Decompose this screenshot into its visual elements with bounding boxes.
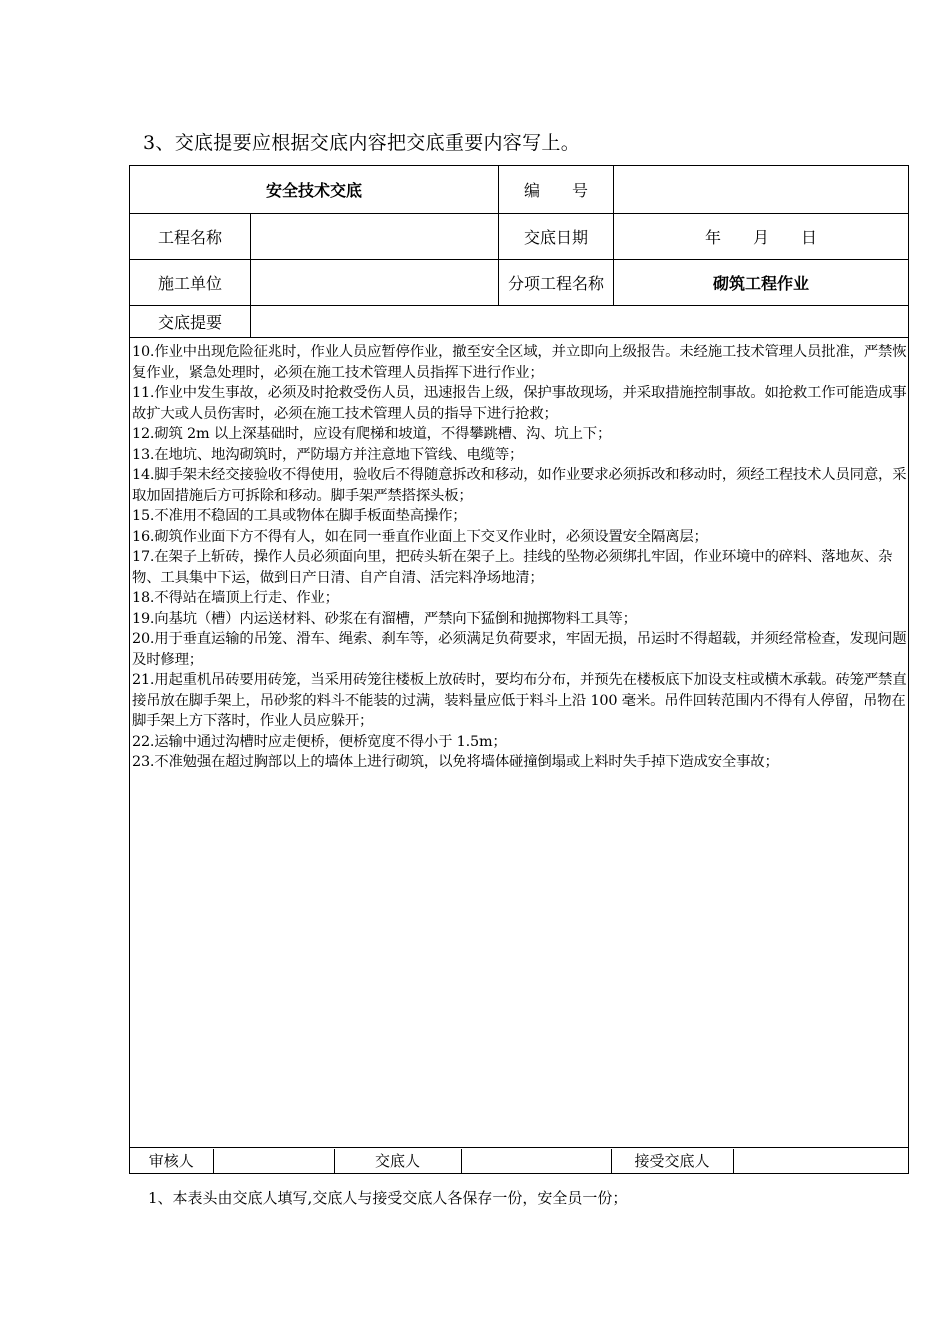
disclosure-content (130, 338, 909, 1148)
content-item: 22.运输中通过沟槽时应走便桥，便桥宽度不得小于 1.5m； (132, 733, 507, 750)
content-item: 18.不得站在墙顶上行走、作业； (132, 590, 339, 606)
reviewer-value[interactable] (213, 1149, 334, 1173)
content-item: 14.脚手架未经交接验收不得使用，验收后不得随意拆改和移动，如作业要求必须拆改和移动时，须经工程技术人员同意，采取加固措施后方可拆除和移动。脚手架严禁搭探头板； (132, 467, 907, 504)
summary-label: 交底提要 (130, 306, 251, 338)
content-item: 13.在地坑、地沟砌筑时，严防塌方并注意地下管线、电缆等； (132, 446, 524, 463)
safety-disclosure-table (129, 165, 909, 1174)
content-item: 15.不准用不稳固的工具或物体在脚手板面垫高操作； (132, 508, 467, 524)
project-name-value[interactable] (251, 214, 499, 260)
project-name-label: 工程名称 (130, 214, 251, 260)
content-item: 10.作业中出现危险征兆时，作业人员应暂停作业，撤至安全区域，并立即向上级报告。未经施工技术管理人员批准，严禁恢复作业，紧急处理时，必须在施工技术管理人员指挥下进行作业； (132, 344, 907, 381)
content-item: 16.砌筑作业面下方不得有人，如在同一垂直作业面上下交叉作业时，必须设置安全隔离层； (132, 528, 708, 545)
content-item: 19.向基坑（槽）内运送材料、砂浆在有溜槽，严禁向下猛倒和抛掷物料工具等； (132, 610, 637, 627)
sign-table (130, 1149, 909, 1173)
top-note: 3、交底提要应根据交底内容把交底重要内容写上。 (143, 132, 580, 154)
content-item: 17.在架子上斩砖，操作人员必须面向里，把砖头斩在架子上。挂线的坠物必须绑扎牢固，作业环境中的碎料、落地灰、杂物、工具集中下运，做到日产日清、自产自清、活完料净场地清； (132, 549, 893, 586)
content-item: 20.用于垂直运输的吊笼、滑车、绳索、刹车等，必须满足负荷要求，牢固无损，吊运时不得超载，并须经常检查，发现问题及时修理； (132, 631, 907, 668)
number-value[interactable] (614, 166, 909, 214)
discloser-value[interactable] (461, 1149, 611, 1173)
footer-note: 1、本表头由交底人填写,交底人与接受交底人各保存一份，安全员一份； (148, 1189, 628, 1207)
form-title: 安全技术交底 (130, 166, 499, 214)
content-item: 11.作业中发生事故，必须及时抢救受伤人员，迅速报告上级，保护事故现场，并采取措施控制事故。如抢救工作可能造成事故扩大或人员伤害时，必须在施工技术管理人员的指导下进行抢救； (132, 385, 907, 422)
disclosure-date-label: 交底日期 (499, 214, 614, 260)
sign-row (130, 1148, 909, 1174)
content-item: 21.用起重机吊砖要用砖笼，当采用砖笼往楼板上放砖时，要均布分布，并预先在楼板底下加设支柱或横木承载。砖笼严禁直接吊放在脚手架上，吊砂浆的料斗不能装的过满，装料量应低于料斗上沿 100 毫米。吊件回转范围内不得有人停留，吊物在脚手架上方下落时，作业人员应躲开； (132, 672, 907, 729)
content-item: 12.砌筑 2m 以上深基础时，应设有爬梯和坡道，不得攀跳槽、沟、坑上下； (132, 426, 612, 442)
sub-project-value[interactable]: 砌筑工程作业 (614, 260, 909, 306)
construction-unit-value[interactable] (251, 260, 499, 306)
sub-project-label: 分项工程名称 (499, 260, 614, 306)
number-label: 编 号 (499, 166, 614, 214)
content-list (130, 338, 908, 773)
receiver-value[interactable] (733, 1149, 909, 1173)
reviewer-label: 审核人 (130, 1149, 213, 1173)
content-item: 23.不准勉强在超过胸部以上的墙体上进行砌筑，以免将墙体碰撞倒塌或上料时失手掉下造成安全事故； (132, 754, 779, 770)
summary-value[interactable] (251, 306, 909, 338)
construction-unit-label: 施工单位 (130, 260, 251, 306)
disclosure-date-value[interactable]: 年 月 日 (614, 214, 909, 260)
discloser-label: 交底人 (334, 1149, 461, 1173)
receiver-label: 接受交底人 (611, 1149, 733, 1173)
